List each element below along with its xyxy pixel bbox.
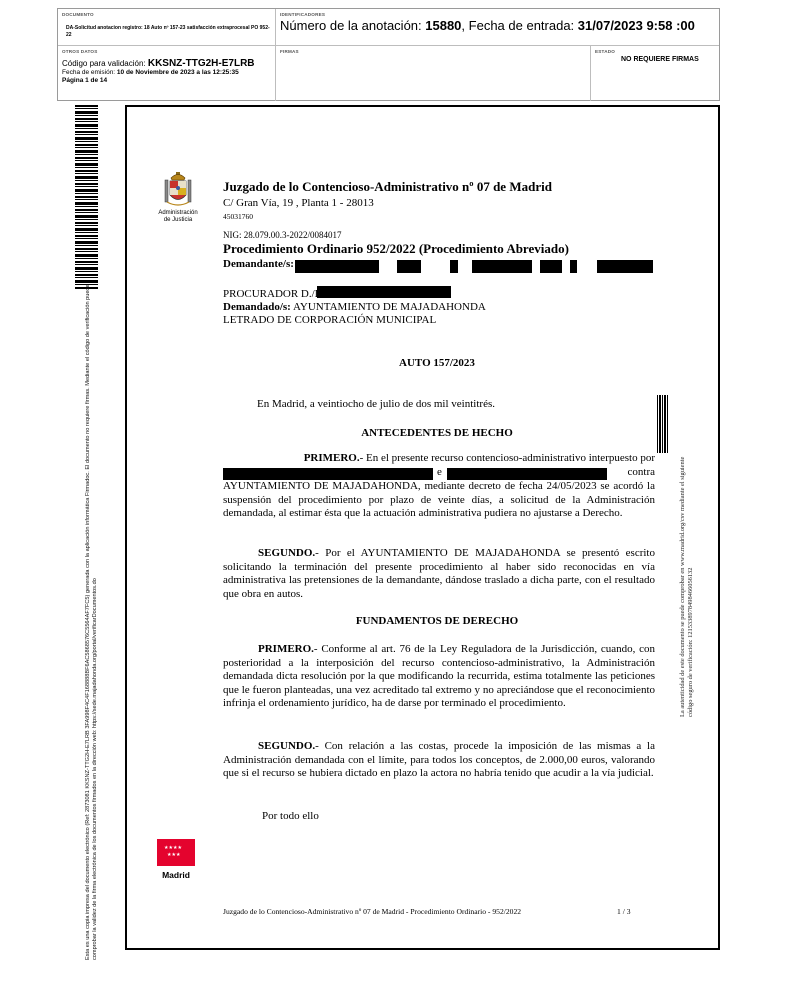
crest-label: Administración de Justicia bbox=[158, 210, 198, 223]
documento-cell bbox=[58, 9, 276, 46]
page-footer: Juzgado de lo Contencioso-Administrativo nº 07 de Madrid - Procedimiento Ordinario - 952/2022 bbox=[223, 907, 522, 916]
identificadores-caption: IDENTIFICADORES bbox=[280, 12, 326, 17]
antecedente-segundo bbox=[223, 547, 655, 601]
court-address: C/ Gran Vía, 19 , Planta 1 - 28013 bbox=[223, 197, 374, 209]
estado-value: NO REQUIERE FIRMAS bbox=[621, 56, 699, 63]
fecha-emision bbox=[62, 69, 271, 77]
closing-text: Por todo ello bbox=[262, 810, 319, 822]
antecedente-primero-body: AYUNTAMIENTO DE MAJADAHONDA, mediante decreto de fecha 24/05/2023 se acordó la suspensión del procedimiento por plazo de veinte días, a solicitud de la Administración demandada, al estimar ésta que la actuación administrativa pudiera no ajustarse a Derecho. bbox=[223, 480, 655, 519]
otros-datos-cell bbox=[58, 46, 276, 101]
antecedentes-heading: ANTECEDENTES DE HECHO bbox=[361, 427, 513, 439]
redaction-bar bbox=[597, 260, 653, 273]
firmas-caption: FIRMAS bbox=[280, 49, 299, 54]
document-page bbox=[125, 105, 720, 950]
nig-number: NIG: 28.079.00.3-2022/0084017 bbox=[223, 230, 342, 240]
fund-segundo-text: - Con relación a las costas, procede la imposición de las mismas a la Administración demandada con el límite, para todos los conceptos, de 2.000,00 euros, valorando que si el recurso se hubiera dictado en plazo la actora no habría tenido que acudir a la vía judicial. bbox=[223, 740, 655, 779]
documento-caption: DOCUMENTO bbox=[62, 12, 94, 17]
codigo-validacion bbox=[62, 58, 271, 69]
estado-cell bbox=[591, 46, 719, 101]
csv-vertical-note: La autenticidad de este documento se puede comprobar en www.madrid.org/csv mediante el siguiente código seguro de verificación: 1215338978498466056132 bbox=[679, 456, 694, 717]
pagina-indicator: Página 1 de 14 bbox=[62, 77, 108, 84]
redaction-bar bbox=[472, 260, 532, 273]
anotacion-line bbox=[280, 18, 715, 34]
otros-caption: OTROS DATOS bbox=[62, 49, 98, 54]
place-date: En Madrid, a veintiocho de julio de dos mil veintitrés. bbox=[257, 398, 495, 410]
fund-segundo-label: SEGUNDO. bbox=[258, 740, 316, 752]
left-barcode bbox=[75, 105, 98, 290]
page-number: 1 / 3 bbox=[617, 907, 631, 916]
contra-word: contra bbox=[627, 466, 655, 478]
fecha-prefix: , Fecha de entrada: bbox=[461, 18, 578, 33]
demandado-line bbox=[223, 301, 486, 314]
redaction-bar bbox=[540, 260, 562, 273]
primero-line1-text: - En el presente recurso contencioso-administrativo interpuesto por bbox=[359, 452, 655, 464]
fundamento-primero bbox=[223, 643, 655, 711]
segundo-label: SEGUNDO. bbox=[258, 547, 316, 559]
procedure-title: Procedimiento Ordinario 952/2022 (Procedimiento Abreviado) bbox=[223, 241, 569, 256]
redaction-bar bbox=[570, 260, 577, 273]
redaction-bar bbox=[223, 468, 433, 480]
emision-value: 10 de Noviembre de 2023 a las 12:25:35 bbox=[116, 69, 239, 76]
demandado-value: AYUNTAMIENTO DE MAJADAHONDA bbox=[290, 301, 486, 313]
identificadores-cell bbox=[276, 9, 719, 46]
anotacion-number: 15880 bbox=[425, 18, 462, 33]
fundamento-segundo bbox=[223, 740, 655, 781]
letrado-line: LETRADO DE CORPORACIÓN MUNICIPAL bbox=[223, 314, 437, 326]
redaction-bar bbox=[447, 468, 607, 480]
redaction-bar bbox=[295, 260, 379, 273]
documento-value: DA-Solicitud anotacion registro: 18 Auto nº 157-23 satisfacción extraprocesal PO 952-22 bbox=[66, 25, 270, 38]
demandante-label: Demandante/s: bbox=[223, 258, 294, 270]
court-name: Juzgado de lo Contencioso-Administrativo nº 07 de Madrid bbox=[223, 179, 552, 194]
conjunction-e: e bbox=[437, 466, 442, 478]
redaction-bar bbox=[450, 260, 458, 273]
fecha-entrada: 31/07/2023 9:58 :00 bbox=[577, 18, 695, 33]
demandado-label: Demandado/s: bbox=[223, 301, 291, 313]
codigo-value: KKSNZ-TTG2H-E7LRB bbox=[147, 58, 255, 69]
coat-of-arms-icon bbox=[163, 171, 193, 209]
firmas-cell bbox=[276, 46, 591, 101]
court-code: 45031760 bbox=[223, 212, 253, 221]
document-header-table bbox=[57, 8, 720, 101]
madrid-flag-icon: ★★★★ ★★★ bbox=[157, 839, 195, 866]
segundo-text: - Por el AYUNTAMIENTO DE MAJADAHONDA se presentó escrito solicitando la terminación del presente procedimiento al haber sido reconocidas en vía administrativa las pretensiones de la demandante, dándose traslado a dicha parte, con el resultado que obra en autos. bbox=[223, 547, 655, 600]
fund-primero-label: PRIMERO. bbox=[258, 643, 314, 655]
parties-block bbox=[223, 288, 486, 327]
justice-crest bbox=[157, 171, 199, 224]
anotacion-prefix: Número de la anotación: bbox=[280, 18, 426, 33]
fund-primero-text: - Conforme al art. 76 de la Ley Reguladora de la Jurisdicción, cuando, con posterioridad a la interposición del recurso contencioso-administrativo, la Administración demandada dicta resolución por la que modificando la recurrida, estima totalmente las peticiones que le fueron planteadas, una vez acreditado tal extremo y no apreciándose que el reconocimiento infrinja el ordenamiento jurídico, ha de darse por terminado el procedimiento. bbox=[223, 643, 655, 709]
right-barcode bbox=[657, 395, 669, 453]
redaction-bar bbox=[397, 260, 421, 273]
madrid-logo bbox=[155, 839, 197, 880]
emision-prefix: Fecha de emisión: bbox=[62, 69, 117, 76]
verification-side-note: Esta es una copia impresa del documento electrónico (Ref: 2873081 KKSNZ-TTG2H-E7LRB 3FA998F4C4F168888BF6AC5868576C5564AF7FC5) generada con la aplicación informática Firmadoc. El documento no requiere firmas. Mediante el código de verificación puede comprobar la validez de la firma electrónica de los documentos firmados en la dirección web: https://sede.majadahonda.org/portal/verificarDocumentos.do bbox=[85, 284, 98, 960]
primero-label: PRIMERO. bbox=[303, 452, 360, 464]
procurador-label: PROCURADOR D./Dña. bbox=[223, 288, 336, 300]
antecedente-primero-line1 bbox=[223, 452, 655, 466]
codigo-prefix: Código para validación: bbox=[62, 59, 148, 68]
madrid-label: Madrid bbox=[162, 870, 190, 880]
estado-caption: ESTADO bbox=[595, 49, 616, 54]
court-block bbox=[223, 179, 663, 221]
auto-title: AUTO 157/2023 bbox=[399, 357, 475, 369]
fundamentos-heading: FUNDAMENTOS DE DERECHO bbox=[355, 615, 519, 627]
